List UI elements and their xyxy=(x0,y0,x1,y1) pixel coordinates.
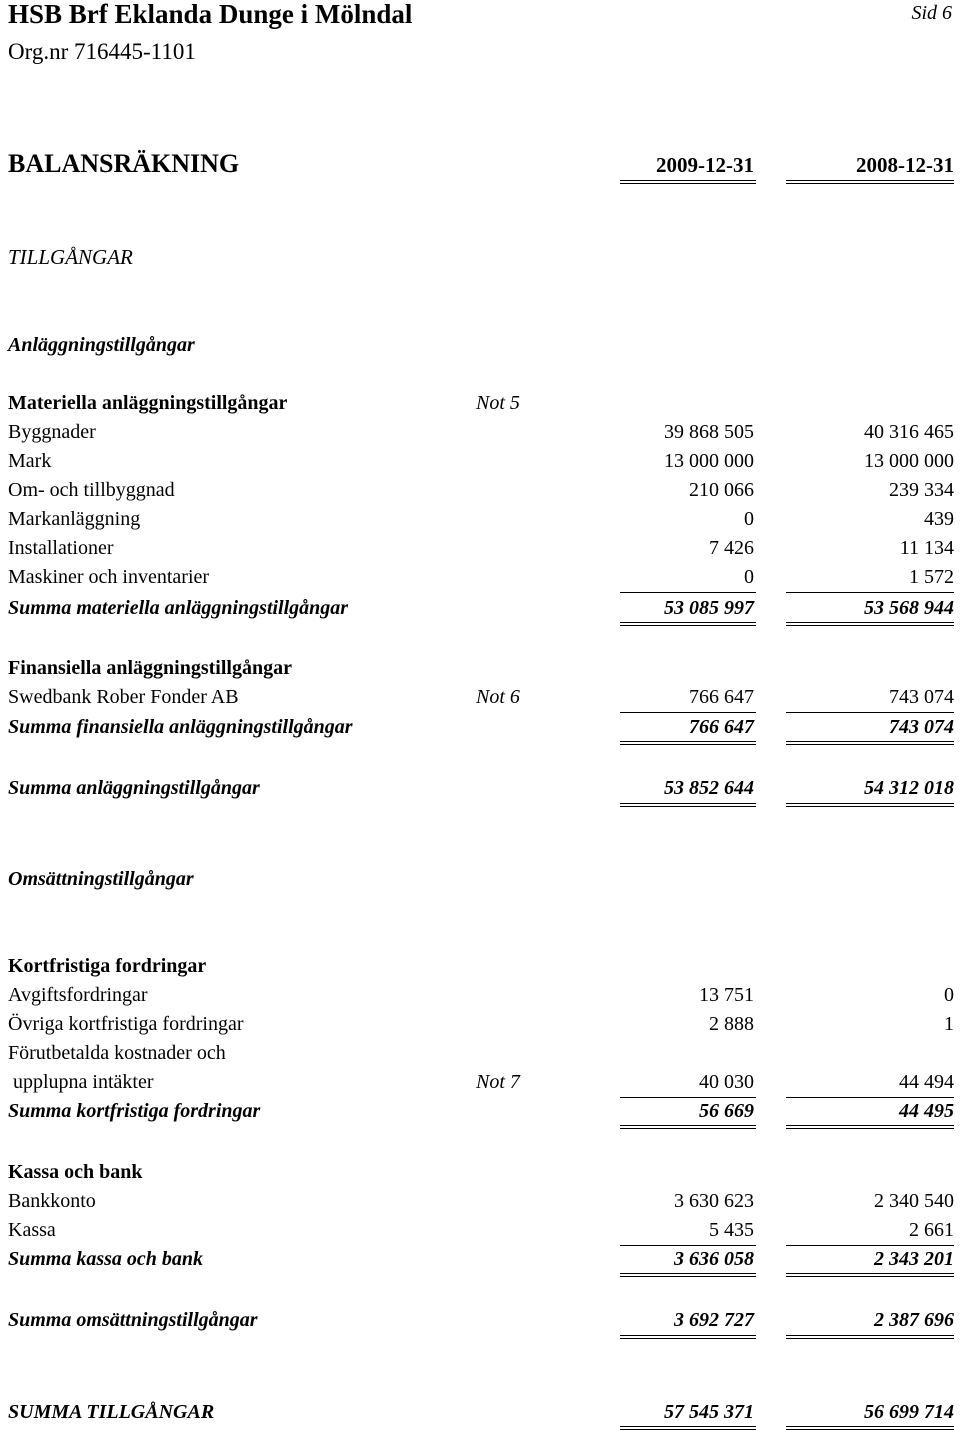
row-label: Summa anläggningstillgångar xyxy=(8,777,260,799)
value-2008: 13 000 000 xyxy=(864,450,954,472)
value-2008: 40 316 465 xyxy=(864,421,954,443)
total-current-assets-row xyxy=(0,1306,960,1335)
row-label: Materiella anläggningstillgångar xyxy=(8,392,288,414)
row-label: Kassa xyxy=(8,1219,56,1241)
total-double-line xyxy=(620,803,756,807)
group-tangible-assets xyxy=(0,389,960,418)
row-label: Summa materiella anläggningstillgångar xyxy=(8,597,349,619)
subtotal-line xyxy=(620,592,756,593)
total-double-line xyxy=(786,741,954,745)
value-2009: 0 xyxy=(744,566,754,588)
value-2009: 53 852 644 xyxy=(664,777,754,799)
value-2008: 2 340 540 xyxy=(874,1190,954,1212)
note-ref: Not 6 xyxy=(476,686,520,708)
value-2009: 5 435 xyxy=(709,1219,754,1241)
value-2009: 210 066 xyxy=(689,479,754,501)
table-row xyxy=(0,447,960,476)
subtotal-row xyxy=(0,594,960,623)
grand-total-assets-row xyxy=(0,1398,960,1427)
value-2008: 11 134 xyxy=(899,537,954,559)
organization-name: HSB Brf Eklanda Dunge i Mölndal xyxy=(8,0,413,29)
value-2008: 743 074 xyxy=(889,716,954,738)
row-label: Mark xyxy=(8,450,52,472)
table-row xyxy=(0,534,960,563)
row-label: Summa kortfristiga fordringar xyxy=(8,1100,261,1122)
value-2009: 3 636 058 xyxy=(674,1248,754,1270)
section-assets: TILLGÅNGAR xyxy=(8,245,133,269)
row-label: Swedbank Rober Fonder AB xyxy=(8,686,239,708)
value-2008: 439 xyxy=(924,508,954,530)
table-row xyxy=(0,418,960,447)
subtotal-row xyxy=(0,1245,960,1274)
total-double-line xyxy=(620,1273,756,1277)
table-row xyxy=(0,1187,960,1216)
value-2009: 766 647 xyxy=(689,686,754,708)
row-label: upplupna intäkter xyxy=(8,1071,154,1093)
value-2009: 2 888 xyxy=(709,1013,754,1035)
subtotal-row xyxy=(0,713,960,742)
value-2009: 56 669 xyxy=(699,1100,754,1122)
total-double-line xyxy=(620,622,756,626)
total-double-line xyxy=(620,1125,756,1129)
row-label: Summa omsättningstillgångar xyxy=(8,1309,258,1331)
row-label: Maskiner och inventarier xyxy=(8,566,210,588)
value-2008: 1 xyxy=(944,1013,954,1035)
value-2009: 3 630 623 xyxy=(674,1190,754,1212)
value-2009: 7 426 xyxy=(709,537,754,559)
total-double-line xyxy=(786,1335,954,1339)
value-2008: 239 334 xyxy=(889,479,954,501)
value-2008: 1 572 xyxy=(909,566,954,588)
row-label: Kassa och bank xyxy=(8,1161,143,1183)
group-short-term-receivables xyxy=(0,952,960,981)
row-label: Markanläggning xyxy=(8,508,141,530)
table-row xyxy=(0,981,960,1010)
value-2009: 53 085 997 xyxy=(664,597,754,619)
organization-number: Org.nr 716445-1101 xyxy=(8,39,196,64)
row-label: Installationer xyxy=(8,537,114,559)
total-double-line xyxy=(620,1426,756,1430)
section-current-assets: Omsättningstillgångar xyxy=(8,868,194,890)
value-2008: 44 494 xyxy=(899,1071,954,1093)
total-double-line xyxy=(786,1125,954,1129)
subtotal-row xyxy=(0,1097,960,1126)
group-cash-and-bank xyxy=(0,1158,960,1187)
total-double-line xyxy=(786,1273,954,1277)
column-header-underline-2008 xyxy=(786,180,954,184)
row-label: Summa finansiella anläggningstillgångar xyxy=(8,716,353,738)
row-label: SUMMA TILLGÅNGAR xyxy=(8,1401,215,1423)
note-ref: Not 7 xyxy=(476,1071,520,1093)
row-label: Avgiftsfordringar xyxy=(8,984,148,1006)
column-header-2008: 2008-12-31 xyxy=(856,153,954,177)
value-2009: 766 647 xyxy=(689,716,754,738)
row-label: Finansiella anläggningstillgångar xyxy=(8,657,292,679)
note-ref: Not 5 xyxy=(476,392,520,414)
total-double-line xyxy=(786,1426,954,1430)
value-2008: 2 343 201 xyxy=(874,1248,954,1270)
total-double-line xyxy=(786,803,954,807)
value-2008: 2 387 696 xyxy=(874,1309,954,1331)
value-2009: 13 000 000 xyxy=(664,450,754,472)
value-2009: 13 751 xyxy=(699,984,754,1006)
total-double-line xyxy=(620,1335,756,1339)
value-2008: 2 661 xyxy=(909,1219,954,1241)
row-label: Byggnader xyxy=(8,421,96,443)
table-row xyxy=(0,683,960,712)
value-2008: 44 495 xyxy=(899,1100,954,1122)
section-fixed-assets: Anläggningstillgångar xyxy=(8,334,195,356)
row-label: Summa kassa och bank xyxy=(8,1248,204,1270)
value-2009: 3 692 727 xyxy=(674,1309,754,1331)
group-financial-assets xyxy=(0,654,960,683)
table-row xyxy=(0,1216,960,1245)
total-double-line xyxy=(786,622,954,626)
value-2009: 57 545 371 xyxy=(664,1401,754,1423)
statement-title: BALANSRÄKNING xyxy=(8,149,240,178)
value-2008: 54 312 018 xyxy=(864,777,954,799)
column-header-2009: 2009-12-31 xyxy=(656,153,754,177)
value-2008: 56 699 714 xyxy=(864,1401,954,1423)
table-row xyxy=(0,1068,960,1097)
value-2008: 743 074 xyxy=(889,686,954,708)
total-fixed-assets-row xyxy=(0,774,960,803)
row-label: Om- och tillbyggnad xyxy=(8,479,175,501)
page-number: Sid 6 xyxy=(911,2,952,24)
value-2009: 39 868 505 xyxy=(664,421,754,443)
row-label: Förutbetalda kostnader och xyxy=(8,1042,226,1064)
row-label: Bankkonto xyxy=(8,1190,96,1212)
table-row xyxy=(0,476,960,505)
value-2008: 0 xyxy=(944,984,954,1006)
table-row xyxy=(0,1039,960,1068)
column-header-underline-2009 xyxy=(620,180,756,184)
value-2008: 53 568 944 xyxy=(864,597,954,619)
row-label: Övriga kortfristiga fordringar xyxy=(8,1013,244,1035)
table-row xyxy=(0,1010,960,1039)
table-row xyxy=(0,563,960,592)
value-2009: 0 xyxy=(744,508,754,530)
subtotal-line xyxy=(786,592,954,593)
row-label: Kortfristiga fordringar xyxy=(8,955,207,977)
value-2009: 40 030 xyxy=(699,1071,754,1093)
total-double-line xyxy=(620,741,756,745)
table-row xyxy=(0,505,960,534)
